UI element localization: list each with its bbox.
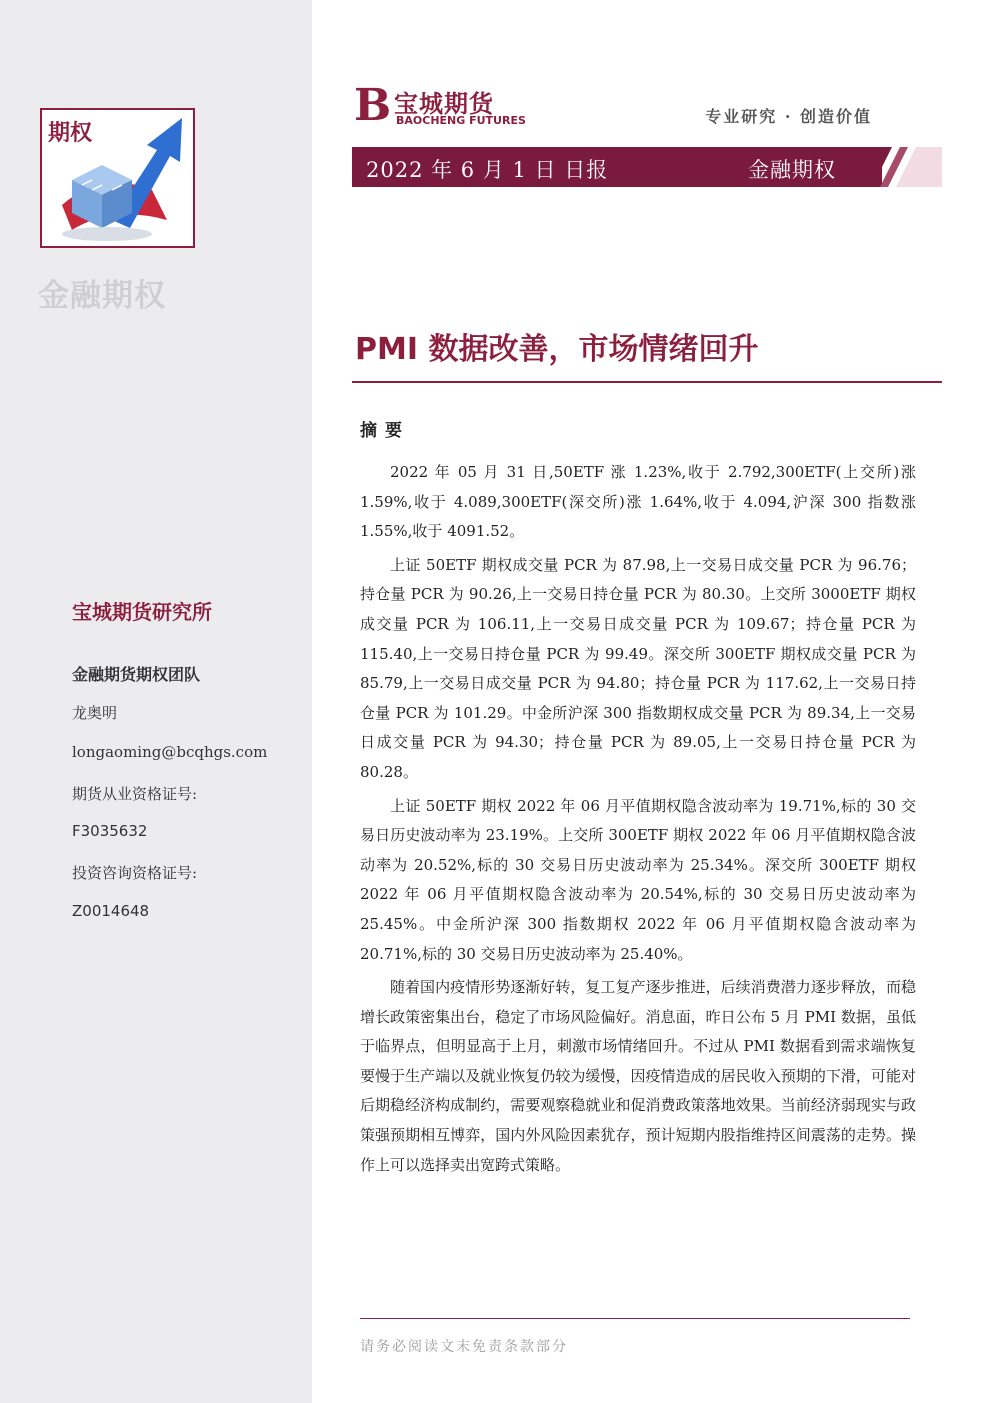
- brand-mark: B: [354, 80, 392, 131]
- banner-stripes-decoration: [862, 147, 942, 187]
- advisory-cert-number: Z0014648: [72, 902, 150, 920]
- institute-name: 宝城期货研究所: [72, 600, 212, 624]
- analyst-name: 龙奥明: [72, 704, 118, 722]
- footer-divider: [360, 1318, 910, 1319]
- abstract-body: [360, 458, 916, 1184]
- disclaimer-text: 请务必阅读文末免责条款部分: [360, 1339, 568, 1355]
- abstract-paragraph: 随着国内疫情形势逐渐好转，复工复产逐步推进，后续消费潜力逐步释放，而稳增长政策密集出台，稳定了市场风险偏好。消息面，昨日公布 5 月 PMI 数据，虽低于临界点，但明显高于上月，刺激市场情绪回升。不过从 PMI 数据看到需求端恢复要慢于生产端以及就业恢复仍较为缓慢，因疫情造成的居民收入预期的下滑，可能对后期稳经济构成制约，需要观察稳就业和促消费政策落地效果。当前经济弱现实与政策强预期相互博弈，国内外风险因素犹存，预计短期内股指维持区间震荡的走势。操作上可以选择卖出宽跨式策略。: [360, 978, 916, 1174]
- sidebar: [0, 0, 312, 1403]
- futures-cert-number: F3035632: [72, 822, 148, 840]
- report-banner: [352, 147, 882, 187]
- cover-illustration: [40, 108, 195, 248]
- abstract-paragraph: 2022 年 05 月 31 日,50ETF 涨 1.23%,收于 2.792,300ETF(上交所)涨 1.59%,收于 4.089,300ETF(深交所)涨 1.64%,收于 4.094,沪深 300 指数涨 1.55%,收于 4091.52。: [360, 463, 916, 541]
- abstract-paragraph: 上证 50ETF 期权 2022 年 06 月平值期权隐含波动率为 19.71%,标的 30 交易日历史波动率为 23.19%。上交所 300ETF 期权 2022 年 06 月平值期权隐含波动率为 20.52%,标的 30 交易日历史波动率为 25.34%。深交所 300ETF 期权 2022 年 06 月平值期权隐含波动率为 20.54%,标的 30 交易日历史波动率为 25.45%。中金所沪深 300 指数期权 2022 年 06 月平值期权隐含波动率为 20.71%,标的 30 交易日历史波动率为 25.40%。: [360, 796, 916, 963]
- abstract-heading: 摘要: [360, 421, 410, 441]
- title-divider: [352, 381, 942, 383]
- futures-cert-label: 期货从业资格证号:: [72, 785, 198, 803]
- slogan: 专业研究 · 创造价值: [705, 107, 872, 126]
- cover-tag: 期权: [48, 121, 93, 146]
- abstract-paragraph: 上证 50ETF 期权成交量 PCR 为 87.98,上一交易日成交量 PCR 为 96.76；持仓量 PCR 为 90.26,上一交易日持仓量 PCR 为 80.30。上交所 3000ETF 期权成交量 PCR 为 106.11,上一交易日成交量 PCR 为 109.67；持仓量 PCR 为 115.40,上一交易日持仓量 PCR 为 99.49。深交所 300ETF 期权成交量 PCR 为 85.79,上一交易日成交量 PCR 为 94.80；持仓量 PCR 为 117.62,上一交易日持仓量 PCR 为 101.29。中金所沪深 300 指数期权成交量 PCR 为 89.34,上一交易日成交量 PCR 为 94.30；持仓量 PCR 为 89.05,上一交易日持仓量 PCR 为 80.28。: [360, 555, 916, 781]
- team-name: 金融期货期权团队: [72, 665, 201, 684]
- report-date: 2022 年 6 月 1 日 日报: [366, 158, 609, 182]
- advisory-cert-label: 投资咨询资格证号:: [72, 864, 198, 882]
- sidebar-section-title: 金融期权: [38, 278, 166, 314]
- brand-name-en: BAOCHENG FUTURES: [396, 114, 526, 127]
- page-title: PMI 数据改善，市场情绪回升: [355, 332, 759, 367]
- analyst-email[interactable]: longaoming@bcqhgs.com: [72, 743, 268, 761]
- report-category: 金融期权: [748, 158, 836, 182]
- brand-logo: [354, 82, 554, 132]
- brand-name-cn: 宝城期货: [394, 90, 494, 118]
